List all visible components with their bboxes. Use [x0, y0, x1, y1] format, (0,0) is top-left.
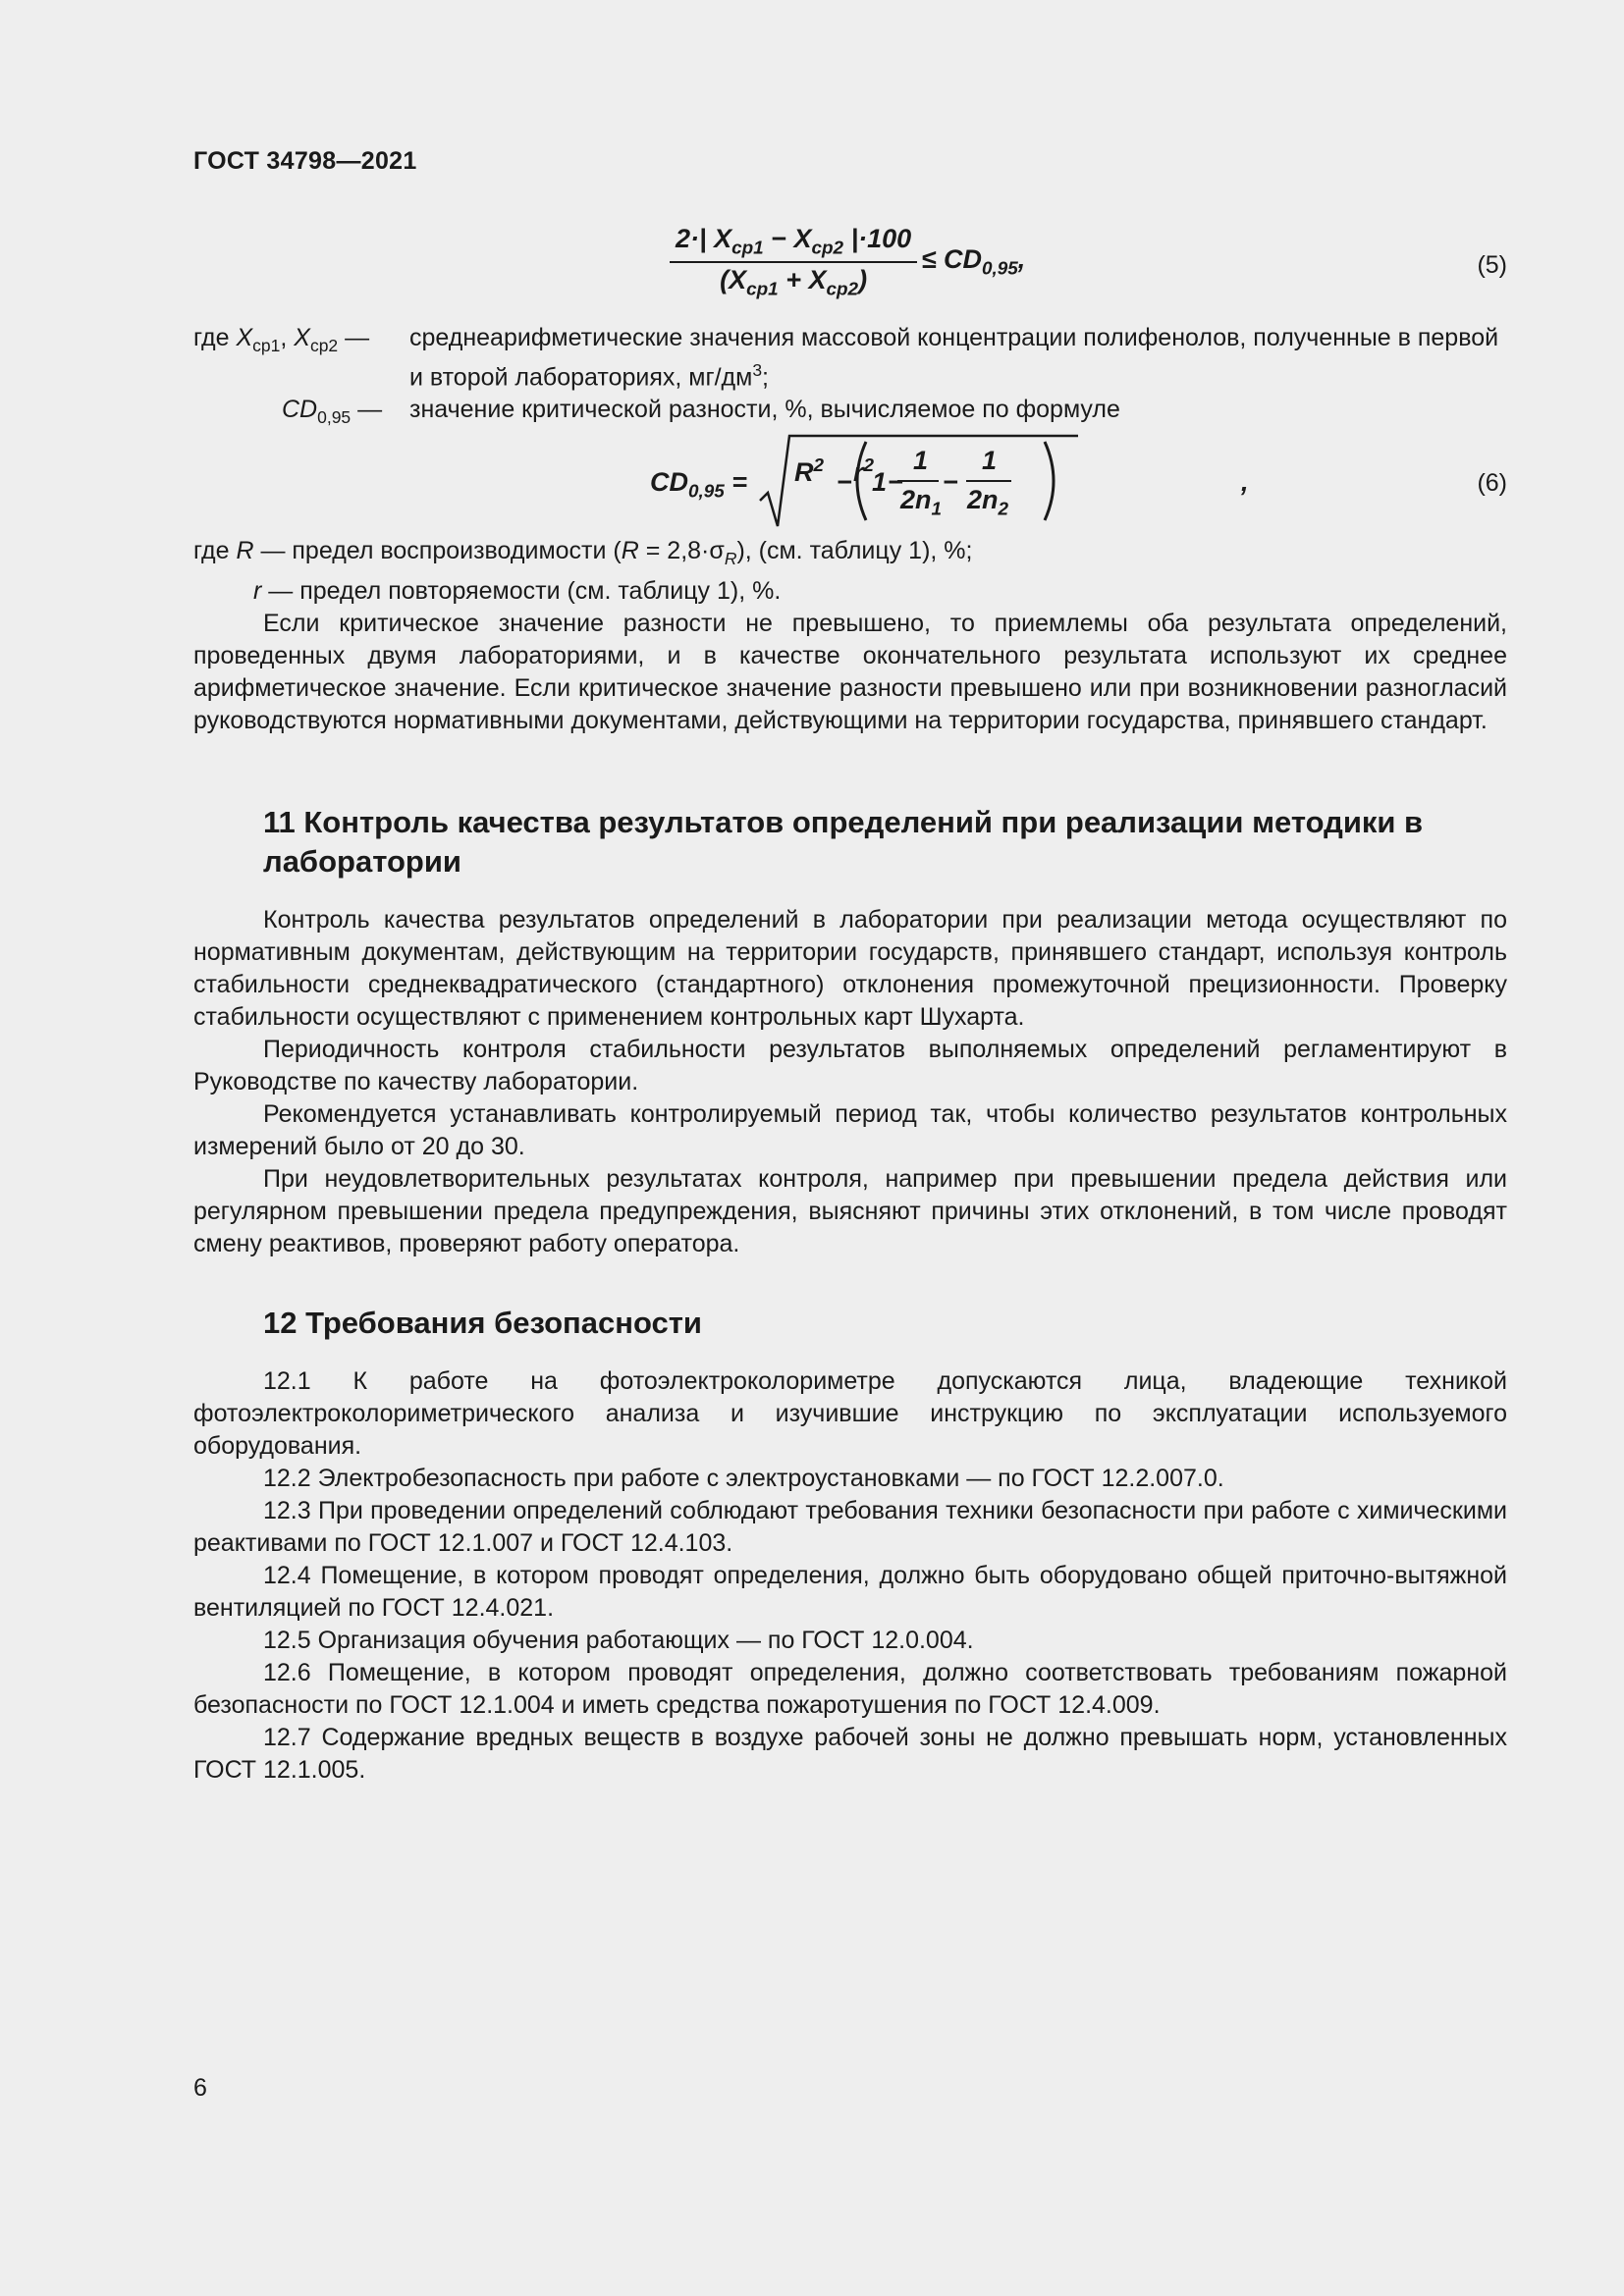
paragraph: 12.1 К работе на фотоэлектроколориметре допускаются лица, владеющие техникой фотоэлектроколориметрического анализа и изучившие инструкцию по эксплуатации используемого оборудования.: [193, 1367, 1507, 1460]
formula-6: $CD_{0,95}$ = $R^2$ − $r^2$ 1 − 1 $2n_1$ − 1 $2n_2$ , (6): [193, 432, 1507, 530]
paragraph: Рекомендуется устанавливать контролируемый период так, чтобы количество результатов контрольных измерений было от 20 до 30.: [193, 1100, 1507, 1160]
where-row-R: где R — предел воспроизводимости $(R = 2,8\cdot\sigma_R)$, (см. таблицу 1), %;: [193, 537, 973, 568]
where-block-6: [193, 535, 1507, 737]
equation-number-6: (6): [1477, 469, 1507, 497]
paragraph: 12.5 Организация обучения работающих — по ГОСТ 12.0.004.: [263, 1627, 974, 1654]
formula-5: [193, 224, 1507, 312]
paragraph: 12.4 Помещение, в котором проводят определения, должно быть оборудовано общей приточно-вытяжной вентиляцией по ГОСТ 12.4.021.: [193, 1562, 1507, 1622]
paragraph: При неудовлетворительных результатах контроля, например при превышении предела действия или регулярном превышении предела предупреждения, выясняют причины этих отклонений, в том числе проводят смену реактивов, проверяют работу оператора.: [193, 1165, 1507, 1257]
section-12-body: [193, 1365, 1507, 1787]
paragraph: 12.6 Помещение, в котором проводят определения, должно соответствовать требованиям пожарной безопасности по ГОСТ 12.1.004 и иметь средства пожаротушения по ГОСТ 12.4.009.: [193, 1659, 1507, 1719]
paragraph: 12.7 Содержание вредных веществ в воздухе рабочей зоны не должно превышать норм, установленных ГОСТ 12.1.005.: [193, 1724, 1507, 1784]
paragraph: Периодичность контроля стабильности результатов выполняемых определений регламентируют в Руководстве по качеству лаборатории.: [193, 1036, 1507, 1095]
section-12-title: 12 Требования безопасности: [263, 1306, 702, 1340]
where-row-cd: $CD_{0,95}$ — значение критической разности, %, вычисляемое по формуле: [282, 396, 1120, 428]
paragraph: 12.3 При проведении определений соблюдают требования техники безопасности при работе с химическими реактивами по ГОСТ 12.1.007 и ГОСТ 12.4.103.: [193, 1497, 1507, 1557]
paragraph-after-6: Если критическое значение разности не превышено, то приемлемы оба результата определений, проведенных двумя лабораториями, и в качестве окончательного результата используют их среднее арифметическое значение. Если критическое значение разности превышено или при возникновении разногласий руководствуются нормативными документами, действующими на территории государства, принявшего стандарт.: [193, 610, 1507, 734]
section-11-title: 11 Контроль качества результатов определений при реализации методики в лаборатории: [263, 805, 1424, 879]
paragraph: Контроль качества результатов определений в лаборатории при реализации метода осуществляют по нормативным документам, действующим на территории государств, принявшего стандарт, используя контроль стабильности среднеквадратического (стандартного) отклонения промежуточной прецизионности. Проверку стабильности осуществляют с применением контрольных карт Шухарта.: [193, 906, 1507, 1031]
standard-header: ГОСТ 34798—2021: [193, 147, 417, 175]
where-row-x: где $X_{ср1}$, $X_{ср2}$ — среднеарифметические значения массовой концентрации полифенолов, полученные в первой и второй лабораториях, $мг/дм^3$;: [193, 324, 1499, 392]
equation-number-5: (5): [1477, 251, 1507, 279]
formula-5-expression: $\frac{2\cdot| X_{ср1} - X_{ср2} |\cdot 100}{(X_{ср1} + X_{ср2})}$ ≤ $CD_{0,95}$,: [670, 224, 1025, 301]
where-block-5: [193, 322, 1507, 426]
section-11-body: [193, 904, 1507, 1260]
formula-5-fraction: $\frac{2\cdot| X_{ср1} - X_{ср2} |\cdot 100}{(X_{ср1} + X_{ср2})}$: [670, 224, 917, 301]
paragraph: 12.2 Электробезопасность при работе с электроустановками — по ГОСТ 12.2.007.0.: [263, 1465, 1224, 1492]
where-row-r: r — предел повторяемости (см. таблицу 1), %.: [253, 577, 782, 605]
page-number: 6: [193, 2074, 207, 2102]
